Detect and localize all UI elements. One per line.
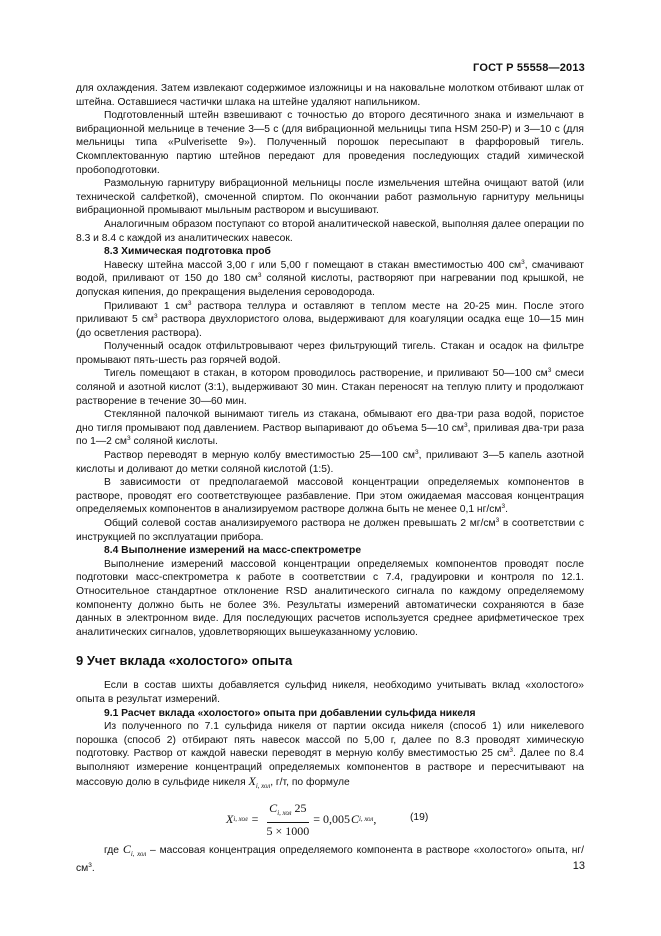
superscript: 3 <box>464 421 468 429</box>
superscript: 3 <box>415 449 419 457</box>
formula-19 <box>76 797 584 841</box>
symbol-c: C <box>351 812 360 827</box>
equals-coefficient: = 0,005 <box>313 812 351 827</box>
text-run: где <box>104 845 123 857</box>
text-run: Общий солевой состав анализируемого раствора не должен превышать 2 мг/см <box>104 518 496 529</box>
numerator-constant: 25 <box>294 801 307 815</box>
document-header: ГОСТ Р 55558—2013 <box>473 62 585 74</box>
paragraph: Размольную гарнитуру вибрационной мельницы после измельчения штейна очищают ватой (или технической салфеткой), смоченной спиртом. По окончании работ размольную гарнитуру мельницы вибрационной промывают мыльным раствором и высушивают. <box>76 178 584 217</box>
paragraph <box>76 408 584 449</box>
subsection-heading-8-4: 8.4 Выполнение измерений на масс-спектрометре <box>104 545 362 557</box>
superscript: 3 <box>127 435 131 443</box>
text-run: . <box>91 862 95 874</box>
superscript: 3 <box>88 861 92 869</box>
paragraph: Аналогичным образом поступают со второй аналитической навеской, выполняя далее операции по 8.3 и 8.4 с каждой из аналитических навесок. <box>76 218 584 244</box>
subscript: i, хол <box>277 810 292 817</box>
section-heading-9: 9 Учет вклада «холостого» опыта <box>76 653 293 669</box>
paragraph <box>76 720 584 793</box>
symbol-x: X <box>226 812 234 827</box>
fraction-numerator <box>267 802 308 823</box>
paragraph: для охлаждения. Затем извлекают содержимое изложницы и на наковальне молотком отбивают шлак от штейна. Оставшиеся частички шлака на штейне удаляют напильником. <box>76 83 584 108</box>
superscript: 3 <box>521 258 525 266</box>
superscript: 3 <box>153 313 158 321</box>
text-run: Приливают 1 см <box>104 300 188 312</box>
paragraph: Полученный осадок отфильтровывают через фильтрующий тигель. Стакан и осадок на фильтре промывают пять-шесть раз горячей водой. <box>76 341 584 366</box>
symbol-c: C <box>122 842 131 857</box>
symbol-c: C <box>269 801 278 815</box>
superscript: 3 <box>257 272 262 280</box>
paragraph <box>76 476 584 517</box>
paragraph <box>76 367 584 408</box>
text-run: соляной кислоты, растворяют при нагревании под крышкой, не допуская кипения, до прекращения выделения сероводорода. <box>76 273 584 298</box>
inline-symbol-c <box>122 842 147 859</box>
formula-tail: , <box>373 812 377 827</box>
equals-sign: = <box>251 812 259 827</box>
paragraph <box>76 517 584 544</box>
superscript: 3 <box>509 747 513 755</box>
text-run: , смачивают водой, приливают от 150 до 180 см <box>76 259 584 285</box>
paragraph <box>76 449 584 476</box>
fraction <box>266 802 309 838</box>
superscript: 3 <box>187 299 192 307</box>
paragraph: Если в состав шихты добавляется сульфид никеля, необходимо учитывать вклад «холостого» опыта в результат измерений. <box>76 680 584 705</box>
text-run: Навеску штейна массой 3,00 г или 5,00 г помещают в стакан вместимостью 400 см <box>104 259 522 271</box>
subscript: i, хол <box>255 782 271 790</box>
paragraph: Подготовленный штейн взвешивают с точностью до второго десятичного знака и измельчают в вибрационной мельнице в течение 3—5 с (для вибрационной мельницы типа HSM 250-P) и 3—10 с (для мельницы типа «Pulverisette 9»). Полученный порошок пересыпают в фарфоровый тигель. Скомплектованную партию штейнов передают для проведения последующих стадий химической пробоподготовки. <box>76 110 584 176</box>
text-run: Тигель помещают в стакан, в котором проводилось растворение, и приливают 50—100 см <box>104 368 548 380</box>
paragraph <box>76 300 584 341</box>
paragraph: Выполнение измерений массовой концентрации определяемых компонентов проводят после подготовки масс-спектрометра к работе в соответствии с 7.4, градуировки и контроля по 12.1. Относительное стандартное отклонение RSD аналитического сигнала по каждому определяемому компоненту должно быть не более 3%. Результаты измерений автоматически сохраняются в базе данных в электронном виде. Для последующих расчетов используется среднее арифметическое трех аналитических сигналов, удовлетворяющих вышеуказанному условию. <box>76 558 584 638</box>
formula-expression <box>226 800 376 840</box>
subscript: i, хол <box>233 816 248 824</box>
text-run: Из полученного по 7.1 сульфида никеля от партии оксида никеля (способ 1) или никелевого порошка (способ 2) отбирают пять навесок массой по 5,00 г, далее по 8.3 проводят химическую подготовку. Раствор от каждой навески переводят в мерную колбу вместимостью 25 см <box>76 721 584 760</box>
text-run: смеси соляной и азотной кислот (3:1), выдерживают 30 мин. Стакан переносят на теплую плиту и продолжают растворение в течение 30—60 мин. <box>76 368 585 407</box>
text-run: раствора двухлористого олова, выдерживают для коагуляции осадка еще 10—15 мин (до осветления раствора). <box>76 314 584 339</box>
text-run: соляной кислоты. <box>130 436 218 448</box>
superscript: 3 <box>501 503 506 511</box>
text-run: Раствор переводят в мерную колбу вместимостью 25—100 см <box>104 450 415 462</box>
subsection-heading-9-1: 9.1 Расчет вклада «холостого» опыта при добавлении сульфида никеля <box>104 707 476 719</box>
text-run: , приливают 3—5 капель азотной кислоты и доливают до метки соляной кислотой (1:5). <box>76 450 584 475</box>
text-run: . <box>505 504 508 516</box>
text-run: – массовая концентрация определяемого компонента в растворе «холостого» опыта, нг/см <box>76 845 585 874</box>
subscript: i, хол <box>130 851 147 859</box>
paragraph <box>76 259 584 300</box>
paragraph <box>76 843 584 875</box>
symbol-x: X <box>248 773 256 788</box>
inline-symbol-x <box>249 774 271 788</box>
text-run: , г/т, по формуле <box>270 776 350 788</box>
subsection-heading-8-3: 8.3 Химическая подготовка проб <box>104 246 271 258</box>
document-body <box>76 82 584 875</box>
text-run: . Далее по 8.4 выполняют измерение концентраций определяемых компонентов в растворе и пересчитывают на массовую долю в сульфиде никеля <box>76 748 584 788</box>
formula-number: (19) <box>410 812 429 824</box>
page-number: 13 <box>572 860 585 872</box>
text-run: раствора теллура и оставляют в теплом месте на 20-25 мин. После этого приливают 5 см <box>76 300 584 326</box>
superscript: 3 <box>547 367 552 375</box>
subscript: i, хол <box>359 816 374 824</box>
text-run: Стеклянной палочкой вынимают тигель из стакана, обмывают его два-три раза водой, пористое дно тигля промывают под давлением. Раствор выпаривают до объема 5—10 см <box>76 409 584 434</box>
superscript: 3 <box>495 517 500 524</box>
fraction-denominator: 5 × 1000 <box>266 823 310 838</box>
text-run: В зависимости от предполагаемой массовой концентрации определяемых компонентов в растворе, проводят его соответствующее разбавление. При этом ожидаемая массовая концентрация определяемых компонентов в анализируемом растворе должна быть не менее 0,1 нг/см <box>76 477 584 516</box>
text-run: в соответствии с инструкцией по эксплуатации прибора. <box>76 518 584 543</box>
text-run: , приливая два-три раза по 1—2 см <box>76 422 584 448</box>
